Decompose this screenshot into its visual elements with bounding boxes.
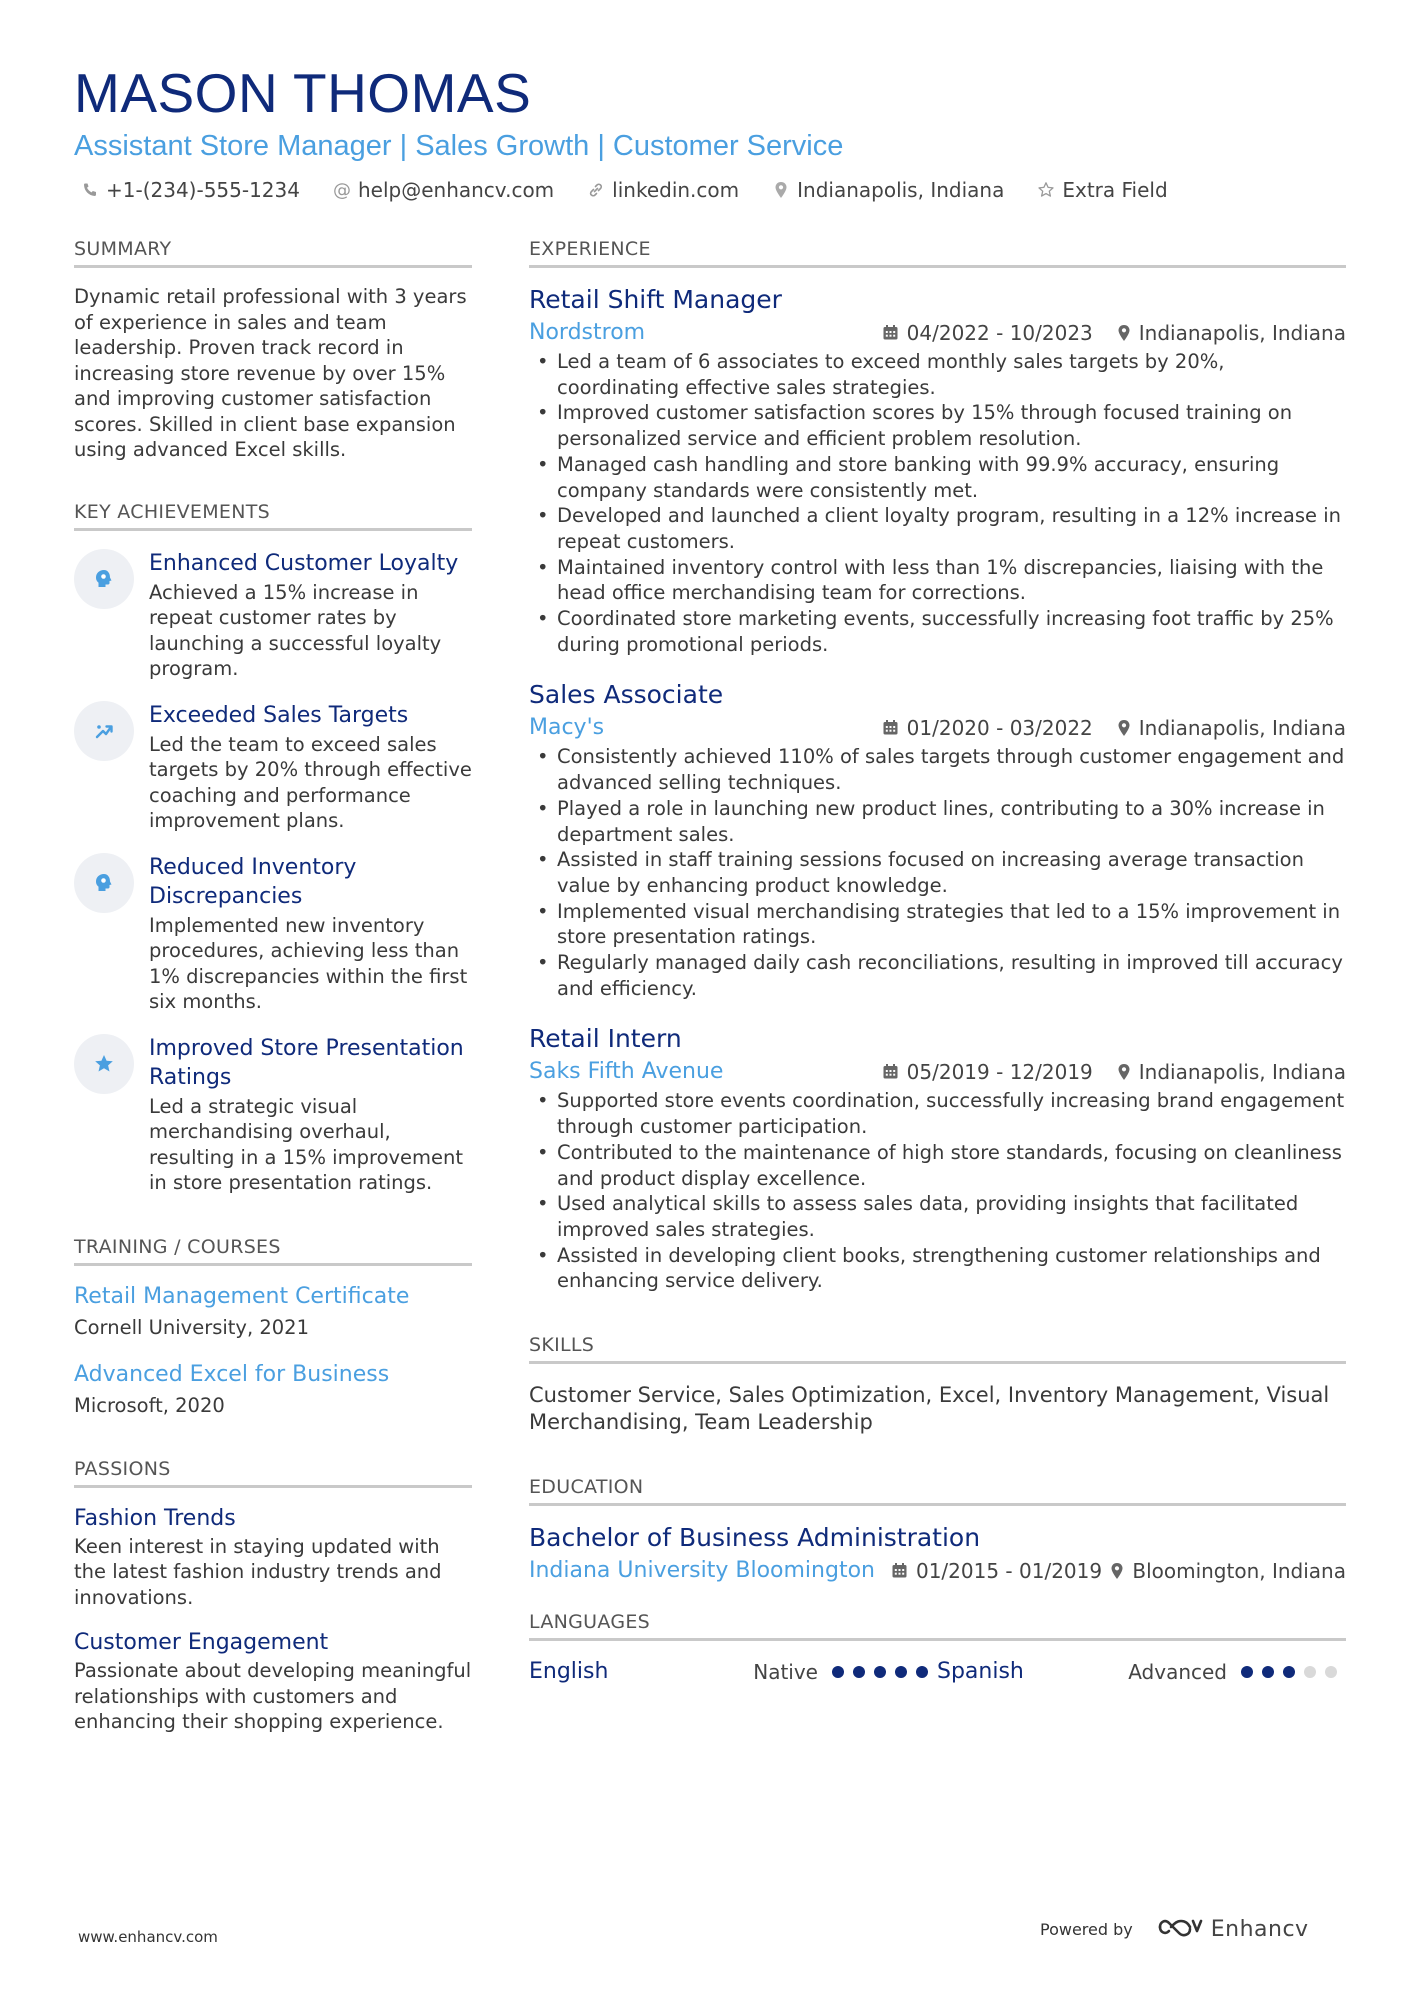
job-location-text: Indianapolis, Indiana	[1138, 715, 1346, 740]
job-bullets	[529, 744, 1346, 1001]
job-title: Retail Intern	[529, 1024, 682, 1054]
contact-location	[765, 178, 1004, 202]
calendar-icon	[882, 1063, 899, 1080]
head-brain-icon	[74, 549, 134, 609]
head-brain-icon	[74, 853, 134, 913]
proficiency-dot-empty	[1325, 1666, 1337, 1678]
summary-section	[74, 238, 472, 463]
achievement-content	[149, 549, 472, 682]
job-bullet: • Developed and launched a client loyalty program, resulting in a 12% increase in repeat customers.	[529, 503, 1346, 554]
achievements-section	[74, 501, 472, 1196]
proficiency-dot-filled	[1262, 1666, 1274, 1678]
job-location	[1117, 1060, 1346, 1084]
achievement-desc: Implemented new inventory procedures, achieving less than 1% discrepancies within the first six months.	[149, 913, 468, 1013]
job-bullet: • Implemented visual merchandising strategies that led to a 15% improvement in store presentation ratings.	[529, 899, 1346, 950]
skills-list: Customer Service, Sales Optimization, Excel, Inventory Management, Visual Merchandising, Team Leadership	[529, 1383, 1330, 1435]
link-icon	[586, 180, 606, 200]
proficiency-dot-filled	[832, 1666, 844, 1678]
at-icon: @	[332, 179, 351, 201]
achievement-desc: Led the team to exceed sales targets by 20% through effective coaching and performance improvement plans.	[149, 732, 472, 832]
location-pin-icon	[1110, 1562, 1124, 1580]
passion-item	[74, 1628, 472, 1735]
contact-email[interactable]	[326, 178, 554, 202]
proficiency-dot-filled	[874, 1666, 886, 1678]
brand-name: Enhancv	[1210, 1916, 1309, 1942]
contact-phone[interactable]	[74, 178, 300, 202]
achievement-title: Reduced Inventory Discrepancies	[149, 854, 357, 909]
proficiency-dot-empty	[1304, 1666, 1316, 1678]
resume-page	[74, 60, 1346, 1733]
job-bullet: • Led a team of 6 associates to exceed monthly sales targets by 20%, coordinating effective sales strategies.	[529, 349, 1346, 400]
job-dates	[882, 321, 1093, 345]
education-entry	[529, 1522, 1346, 1583]
languages-row	[529, 1659, 1346, 1684]
star-outline-icon	[1036, 180, 1056, 200]
enhancv-logo-icon	[1157, 1915, 1203, 1943]
footer-branding	[1040, 1915, 1309, 1943]
job-bullet: • Improved customer satisfaction scores by 15% through focused training on personalized service and efficient problem resolution.	[529, 400, 1346, 451]
language-level: Advanced	[1128, 1659, 1227, 1684]
education-section	[529, 1476, 1346, 1583]
job-location	[1117, 321, 1346, 345]
job-bullet: • Assisted in developing client books, strengthening customer relationships and enhancing service delivery.	[529, 1243, 1346, 1294]
education-dates-text: 01/2015 - 01/2019	[915, 1558, 1103, 1583]
location-pin-icon	[1117, 1063, 1131, 1081]
job-bullets	[529, 349, 1346, 657]
job-meta	[529, 715, 1346, 740]
job-location-text: Indianapolis, Indiana	[1138, 320, 1346, 345]
course-item	[74, 1360, 472, 1420]
achievement-item	[74, 549, 472, 682]
job-bullet: • Maintained inventory control with less than 1% discrepancies, liaising with the head office merchandising team for corrections.	[529, 555, 1346, 606]
candidate-name: MASON THOMAS	[74, 62, 532, 124]
proficiency-dot-filled	[1241, 1666, 1253, 1678]
course-title: Retail Management Certificate	[74, 1283, 410, 1309]
achievement-content	[149, 701, 472, 834]
contact-linkedin-text: linkedin.com	[612, 178, 740, 202]
job-meta	[529, 320, 1346, 345]
summary-heading: SUMMARY	[74, 238, 472, 268]
contact-location-text: Indianapolis, Indiana	[797, 178, 1005, 202]
passion-desc: Keen interest in staying updated with the latest fashion industry trends and innovations.	[74, 1534, 442, 1609]
language-name: English	[529, 1659, 609, 1685]
education-location	[1110, 1559, 1346, 1583]
job-dates	[882, 716, 1093, 740]
contact-phone-text: +1-(234)-555-1234	[106, 178, 300, 202]
education-heading: EDUCATION	[529, 1476, 1346, 1506]
trend-arrow-icon	[74, 701, 134, 761]
education-dates	[891, 1559, 1102, 1583]
achievement-item	[74, 853, 472, 1015]
job-bullet: • Coordinated store marketing events, successfully increasing foot traffic by 25% during promotional periods.	[529, 606, 1346, 657]
location-pin-icon	[1117, 324, 1131, 342]
job-company: Nordstrom	[529, 320, 646, 345]
education-school: Indiana University Bloomington	[529, 1558, 875, 1584]
calendar-icon	[882, 719, 899, 736]
job-bullet: • Played a role in launching new product lines, contributing to a 30% increase in department sales.	[529, 796, 1346, 847]
language-item	[937, 1659, 1337, 1684]
achievement-item	[74, 1034, 472, 1196]
phone-icon	[80, 180, 100, 200]
job-company: Saks Fifth Avenue	[529, 1059, 724, 1085]
job-dates-text: 05/2019 - 12/2019	[906, 1059, 1093, 1084]
achievement-title: Enhanced Customer Loyalty	[149, 550, 459, 576]
job-bullet: • Managed cash handling and store banking with 99.9% accuracy, ensuring company standards were consistently met.	[529, 452, 1346, 503]
candidate-headline: Assistant Store Manager | Sales Growth | Customer Service	[74, 130, 844, 162]
education-location-text: Bloomington, Indiana	[1132, 1558, 1346, 1583]
course-title: Advanced Excel for Business	[74, 1361, 390, 1387]
skills-section	[529, 1334, 1346, 1436]
job-entry	[529, 1023, 1346, 1294]
job-bullet: • Used analytical skills to assess sales data, providing insights that facilitated improved sales strategies.	[529, 1191, 1346, 1242]
course-item	[74, 1282, 472, 1342]
job-dates-text: 04/2022 - 10/2023	[906, 320, 1093, 345]
location-pin-icon	[771, 180, 791, 200]
training-heading: TRAINING / COURSES	[74, 1236, 472, 1266]
achievement-title: Exceeded Sales Targets	[149, 702, 409, 728]
job-bullet: • Regularly managed daily cash reconciliations, resulting in improved till accuracy and efficiency.	[529, 950, 1346, 1001]
achievement-item	[74, 701, 472, 834]
calendar-icon	[891, 1562, 908, 1579]
proficiency-dot-filled	[916, 1666, 928, 1678]
right-column	[529, 238, 1346, 1684]
job-dates-text: 01/2020 - 03/2022	[906, 715, 1093, 740]
achievement-content	[149, 1034, 472, 1196]
education-degree: Bachelor of Business Administration	[529, 1523, 981, 1553]
education-meta	[529, 1558, 1346, 1583]
summary-text: Dynamic retail professional with 3 years of experience in sales and team leadership. Proven track record in increasing store revenue by over 15% and improving customer satisfaction scores. Skilled in client base expansion using advanced Excel skills.	[74, 285, 467, 461]
footer-website[interactable]: www.enhancv.com	[78, 1928, 218, 1946]
job-dates	[882, 1060, 1093, 1084]
achievement-title: Improved Store Presentation Ratings	[149, 1035, 464, 1090]
job-bullets	[529, 1088, 1346, 1294]
language-name: Spanish	[937, 1659, 1024, 1685]
language-level: Native	[753, 1659, 818, 1684]
course-provider: Microsoft, 2020	[74, 1393, 225, 1417]
skills-heading: SKILLS	[529, 1334, 1346, 1364]
language-proficiency-dots	[832, 1666, 937, 1678]
training-section	[74, 1236, 472, 1420]
job-entry	[529, 284, 1346, 657]
job-bullet: • Consistently achieved 110% of sales targets through customer engagement and advanced selling techniques.	[529, 744, 1346, 795]
contact-extra-text: Extra Field	[1062, 178, 1168, 202]
location-pin-icon	[1117, 719, 1131, 737]
contact-email-text: help@enhancv.com	[357, 178, 555, 202]
passions-heading: PASSIONS	[74, 1458, 472, 1488]
passion-title: Customer Engagement	[74, 1630, 329, 1655]
achievement-desc: Achieved a 15% increase in repeat customer rates by launching a successful loyalty program.	[149, 580, 442, 680]
achievements-heading: KEY ACHIEVEMENTS	[74, 501, 472, 531]
job-title: Retail Shift Manager	[529, 285, 782, 314]
experience-section	[529, 238, 1346, 1294]
passion-title: Fashion Trends	[74, 1505, 236, 1531]
calendar-icon	[882, 324, 899, 341]
language-proficiency-dots	[1241, 1666, 1337, 1678]
proficiency-dot-filled	[1283, 1666, 1295, 1678]
languages-section	[529, 1611, 1346, 1684]
job-title: Sales Associate	[529, 680, 724, 710]
course-provider: Cornell University, 2021	[74, 1315, 309, 1339]
passions-section	[74, 1458, 472, 1735]
achievement-content	[149, 853, 472, 1015]
languages-heading: LANGUAGES	[529, 1611, 1346, 1641]
language-item	[529, 1659, 937, 1684]
powered-by-label: Powered by	[1040, 1919, 1133, 1939]
job-entry	[529, 679, 1346, 1001]
contact-extra	[1030, 178, 1167, 202]
job-meta	[529, 1059, 1346, 1084]
job-location-text: Indianapolis, Indiana	[1138, 1059, 1346, 1084]
job-bullet: • Contributed to the maintenance of high store standards, focusing on cleanliness and product display excellence.	[529, 1140, 1346, 1191]
left-column	[74, 238, 472, 1735]
proficiency-dot-filled	[853, 1666, 865, 1678]
achievement-desc: Led a strategic visual merchandising overhaul, resulting in a 15% improvement in store presentation ratings.	[149, 1094, 464, 1194]
experience-heading: EXPERIENCE	[529, 238, 1346, 268]
job-company: Macy's	[529, 715, 605, 741]
job-bullet: • Assisted in staff training sessions focused on increasing average transaction value by enhancing product knowledge.	[529, 847, 1346, 898]
proficiency-dot-filled	[895, 1666, 907, 1678]
contact-bar	[74, 178, 1346, 202]
star-icon	[74, 1034, 134, 1094]
job-location	[1117, 716, 1346, 740]
passion-item	[74, 1504, 472, 1611]
passion-desc: Passionate about developing meaningful relationships with customers and enhancing their shopping experience.	[74, 1659, 472, 1733]
job-bullet: • Supported store events coordination, successfully increasing brand engagement through customer participation.	[529, 1088, 1346, 1139]
contact-linkedin[interactable]	[580, 178, 739, 202]
